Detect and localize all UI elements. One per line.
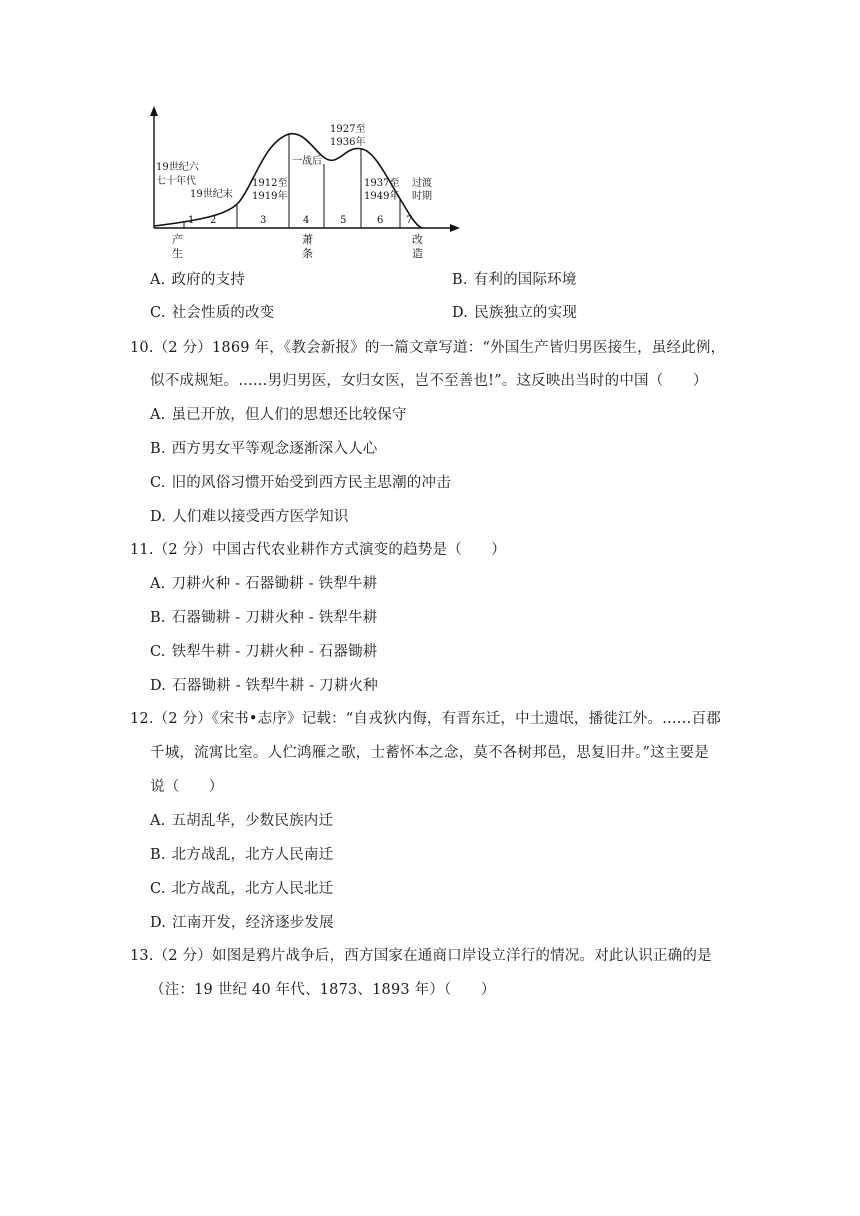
q10-option-b[interactable] — [150, 439, 377, 459]
q10-option-a[interactable] — [150, 405, 407, 425]
segment-4: 4 — [303, 215, 310, 226]
option-letter: B. — [452, 272, 468, 288]
option-letter: D. — [150, 509, 167, 525]
q11-option-c[interactable] — [150, 642, 377, 662]
option-text: 北方战乱，北方人民北迁 — [171, 881, 334, 897]
label-1860s-line2: 七十年代 — [156, 176, 196, 187]
label-postwar: 一战后 — [292, 156, 322, 167]
option-text: 石器锄耕 - 刀耕火种 - 铁犁牛耕 — [171, 610, 378, 626]
option-letter: D. — [150, 915, 167, 931]
q11-stem-line1: 11.（2 分）中国古代农业耕作方式演变的趋势是（ ） — [130, 542, 506, 558]
q10-stem-line2: 似不成规矩。……男归男医，女归女医，岂不至善也!”。这反映出当时的中国（ ） — [150, 373, 708, 389]
q11-option-d[interactable] — [150, 676, 378, 696]
option-letter: C. — [150, 305, 166, 321]
option-text: 有利的国际环境 — [473, 272, 577, 288]
option-text: 刀耕火种 - 石器锄耕 - 铁犁牛耕 — [171, 576, 378, 592]
option-text: 虽已开放，但人们的思想还比较保守 — [171, 407, 407, 423]
label-transition-line2: 时期 — [412, 191, 432, 202]
q13-stem-line2: （注：19 世纪 40 年代、1873、1893 年）（ ） — [150, 982, 496, 998]
q11-option-b[interactable] — [150, 608, 378, 628]
q12-stem-line2: 千城，流寓比室。人伫鸿雁之歌，士蓄怀本之念，莫不各树邦邑，思复旧井。”这主要是 — [150, 745, 709, 761]
q11-option-a[interactable] — [150, 574, 377, 594]
label-1860s-line1: 19世纪六 — [156, 162, 199, 173]
label-mid-1: 萧 — [302, 233, 313, 246]
label-transition-line1: 过渡 — [412, 178, 432, 189]
option-letter: A. — [150, 407, 166, 423]
option-text: 旧的风俗习惯开始受到西方民主思潮的冲击 — [171, 475, 451, 491]
option-letter: B. — [150, 441, 166, 457]
option-letter: C. — [150, 881, 166, 897]
q9-option-b[interactable] — [452, 270, 577, 290]
option-letter: A. — [150, 272, 166, 288]
q9-option-a[interactable] — [150, 270, 245, 290]
option-letter: A. — [150, 576, 166, 592]
option-letter: C. — [150, 475, 166, 491]
q12-stem-line1: 12.（2 分）《宋书•志序》记载：“自戎狄内侮，有晋东迁，中土遗氓，播徙江外。……百郡 — [130, 711, 721, 727]
segment-2: 2 — [210, 215, 217, 226]
option-text: 人们难以接受西方医学知识 — [172, 509, 349, 525]
label-1912-line1: 1912至 — [252, 178, 288, 189]
q12-stem-line3: 说（ ） — [150, 779, 224, 795]
label-start-1: 产 — [172, 233, 183, 246]
label-1937-line2: 1949年 — [364, 191, 400, 202]
label-1912-line2: 1919年 — [252, 191, 288, 202]
option-letter: C. — [150, 644, 166, 660]
label-mid-2: 条 — [302, 247, 313, 260]
q12-option-a[interactable] — [150, 811, 333, 831]
segment-6: 6 — [377, 215, 384, 226]
q12-option-c[interactable] — [150, 879, 333, 899]
option-letter: B. — [150, 847, 166, 863]
label-1927-line1: 1927至 — [330, 124, 366, 135]
segment-3: 3 — [260, 215, 267, 226]
option-letter: D. — [452, 305, 469, 321]
option-text: 民族独立的实现 — [474, 305, 578, 321]
q12-option-b[interactable] — [150, 845, 333, 865]
industry-development-figure — [144, 102, 464, 264]
option-text: 五胡乱华，少数民族内迁 — [171, 813, 334, 829]
option-text: 政府的支持 — [171, 272, 245, 288]
q9-option-d[interactable] — [452, 303, 577, 323]
x-axis-arrow — [450, 224, 460, 232]
label-end-2: 造 — [412, 247, 423, 260]
label-1927-line2: 1936年 — [330, 137, 366, 148]
option-letter: A. — [150, 813, 166, 829]
q10-option-d[interactable] — [150, 507, 349, 527]
q12-option-d[interactable] — [150, 913, 334, 933]
segment-7: 7 — [406, 215, 413, 226]
label-1937-line1: 1937至 — [364, 178, 400, 189]
q13-stem-line1: 13.（2 分）如图是鸦片战争后，西方国家在通商口岸设立洋行的情况。对此认识正确的是 — [130, 948, 712, 964]
label-end-1: 改 — [412, 233, 423, 246]
q9-option-c[interactable] — [150, 303, 275, 323]
option-letter: B. — [150, 610, 166, 626]
option-text: 社会性质的改变 — [171, 305, 275, 321]
option-text: 铁犁牛耕 - 刀耕火种 - 石器锄耕 — [171, 644, 378, 660]
option-letter: D. — [150, 678, 167, 694]
option-text: 江南开发，经济逐步发展 — [172, 915, 334, 931]
q10-stem-line1: 10.（2 分）1869 年，《教会新报》的一篇文章写道：“外国生产皆归男医接生，虽经此例， — [130, 340, 726, 356]
option-text: 西方男女平等观念逐渐深入人心 — [171, 441, 378, 457]
q10-option-c[interactable] — [150, 473, 451, 493]
option-text: 北方战乱，北方人民南迁 — [171, 847, 334, 863]
segment-5: 5 — [340, 215, 347, 226]
label-start-2: 生 — [172, 247, 183, 260]
label-late19: 19世纪末 — [190, 189, 233, 200]
segment-1: 1 — [188, 215, 195, 226]
y-axis-arrow — [150, 106, 158, 116]
option-text: 石器锄耕 - 铁犁牛耕 - 刀耕火种 — [172, 678, 378, 694]
